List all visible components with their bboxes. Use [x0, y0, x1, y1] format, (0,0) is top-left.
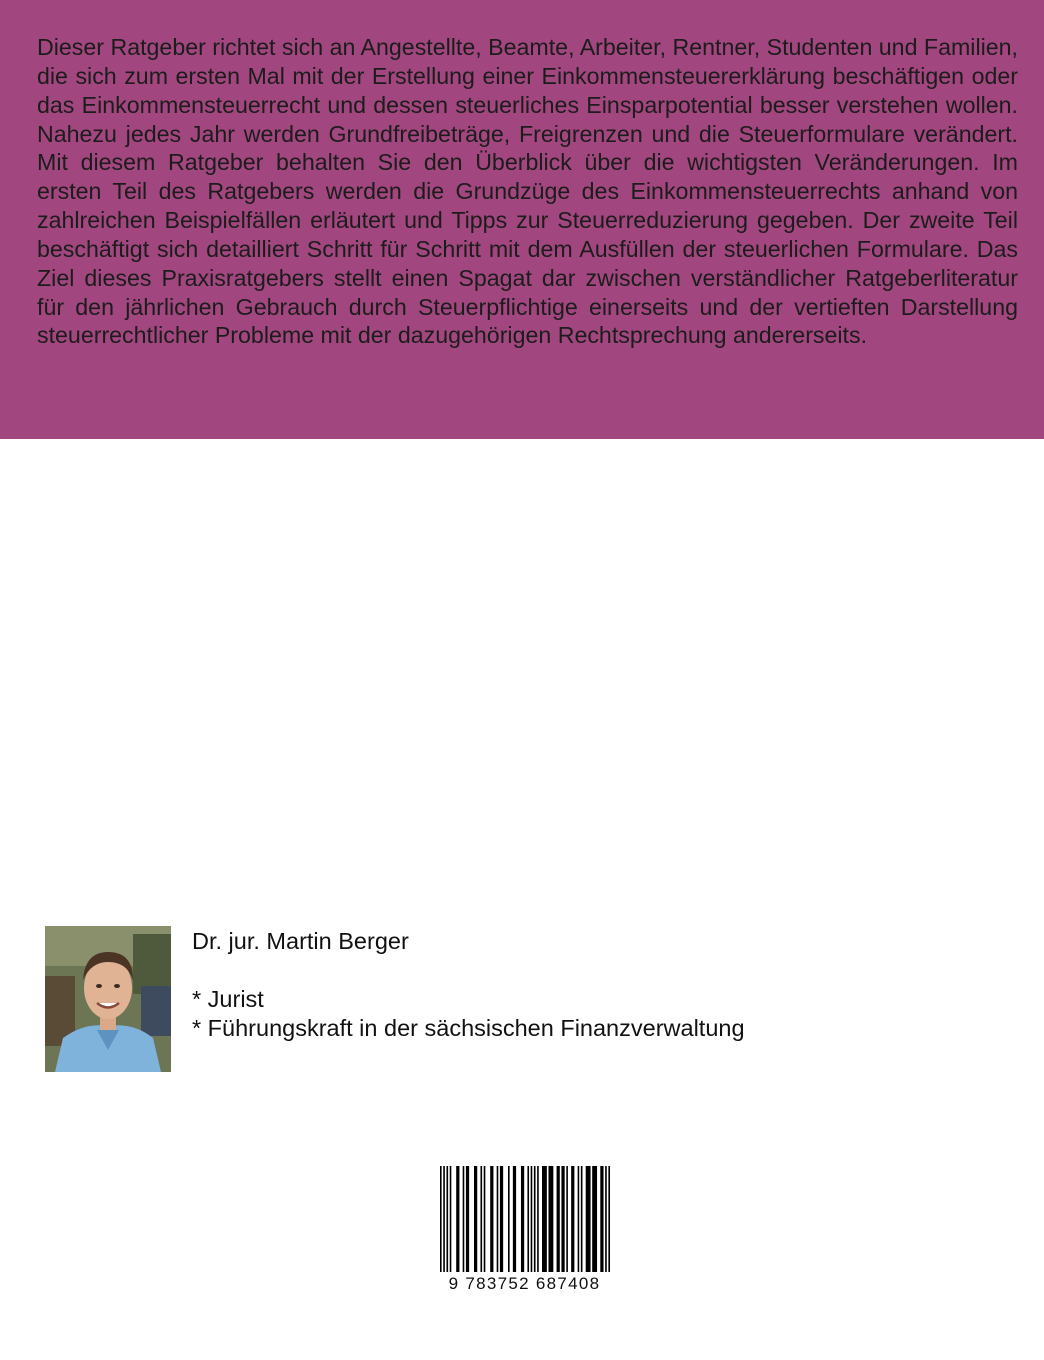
- barcode-bar: [440, 1166, 442, 1272]
- barcode-bar: [463, 1166, 465, 1272]
- barcode-bar: [566, 1166, 568, 1272]
- author-info: [192, 927, 745, 1043]
- barcode-bar: [484, 1166, 486, 1272]
- isbn-digits: 9 783752 687408: [436, 1274, 613, 1294]
- barcode-bar: [446, 1166, 448, 1272]
- barcode-bar: [557, 1166, 560, 1272]
- barcode-bar: [537, 1166, 539, 1272]
- barcode-bar: [513, 1166, 516, 1272]
- barcode-bar: [490, 1166, 493, 1272]
- barcode-bar: [608, 1166, 610, 1272]
- barcode-bar: [450, 1166, 452, 1272]
- barcode-bar: [571, 1166, 574, 1272]
- author-photo: [45, 926, 171, 1072]
- barcode-bar: [592, 1166, 597, 1272]
- author-bullet-2: * Führungskraft in der sächsischen Finanzverwaltung: [192, 1015, 745, 1041]
- barcode-bar: [531, 1166, 533, 1272]
- barcode-bar: [466, 1166, 469, 1272]
- barcode-bar: [497, 1166, 499, 1272]
- barcode-bar: [443, 1166, 445, 1272]
- barcode-bar: [508, 1166, 510, 1272]
- barcode-bar: [527, 1166, 529, 1272]
- barcode-bar: [521, 1166, 524, 1272]
- author-name: Dr. jur. Martin Berger: [192, 928, 409, 954]
- barcode-bar: [480, 1166, 482, 1272]
- barcode-bar: [561, 1166, 564, 1272]
- barcode-bar: [474, 1166, 477, 1272]
- barcode-bar: [586, 1166, 591, 1272]
- barcode-bar: [548, 1166, 553, 1272]
- barcode-bar: [605, 1166, 607, 1272]
- barcode-bar: [581, 1166, 583, 1272]
- barcode-bar: [600, 1166, 603, 1272]
- barcode-bar: [578, 1166, 580, 1272]
- barcode-bar: [456, 1166, 459, 1272]
- author-bullet-1: * Jurist: [192, 986, 264, 1012]
- barcode-bar: [534, 1166, 536, 1272]
- barcode-bar: [500, 1166, 503, 1272]
- back-cover-blurb-panel: [0, 0, 1044, 439]
- blurb-text: Dieser Ratgeber richtet sich an Angestellte, Beamte, Arbeiter, Rentner, Studenten und Familien, die sich zum ersten Mal mit der Erstellung einer Einkommensteuererklärung beschäftigen oder das Einkommensteuerrecht und dessen steuerliches Einsparpotential besser verstehen wollen. Nahezu jedes Jahr werden Grundfreibeträge, Freigrenzen und die Steuerformulare verändert. Mit diesem Ratgeber behalten Sie den Überblick über die wichtigsten Veränderungen. Im ersten Teil des Ratgebers werden die Grundzüge des Einkommensteuerrechts anhand von zahlreichen Beispielfällen erläutert und Tipps zur Steuerreduzierung gegeben. Der zweite Teil beschäftigt sich detailliert Schritt für Schritt mit dem Ausfüllen der steuerlichen Formulare. Das Ziel dieses Praxisratgebers stellt einen Spagat dar zwischen verständlicher Ratgeberliteratur für den jährlichen Gebrauch durch Steuerpflichtige einerseits und der vertieften Darstellung steuerrechtlicher Probleme mit der dazugehörigen Rechtsprechung andererseits.: [37, 34, 1018, 349]
- barcode-bar: [542, 1166, 547, 1272]
